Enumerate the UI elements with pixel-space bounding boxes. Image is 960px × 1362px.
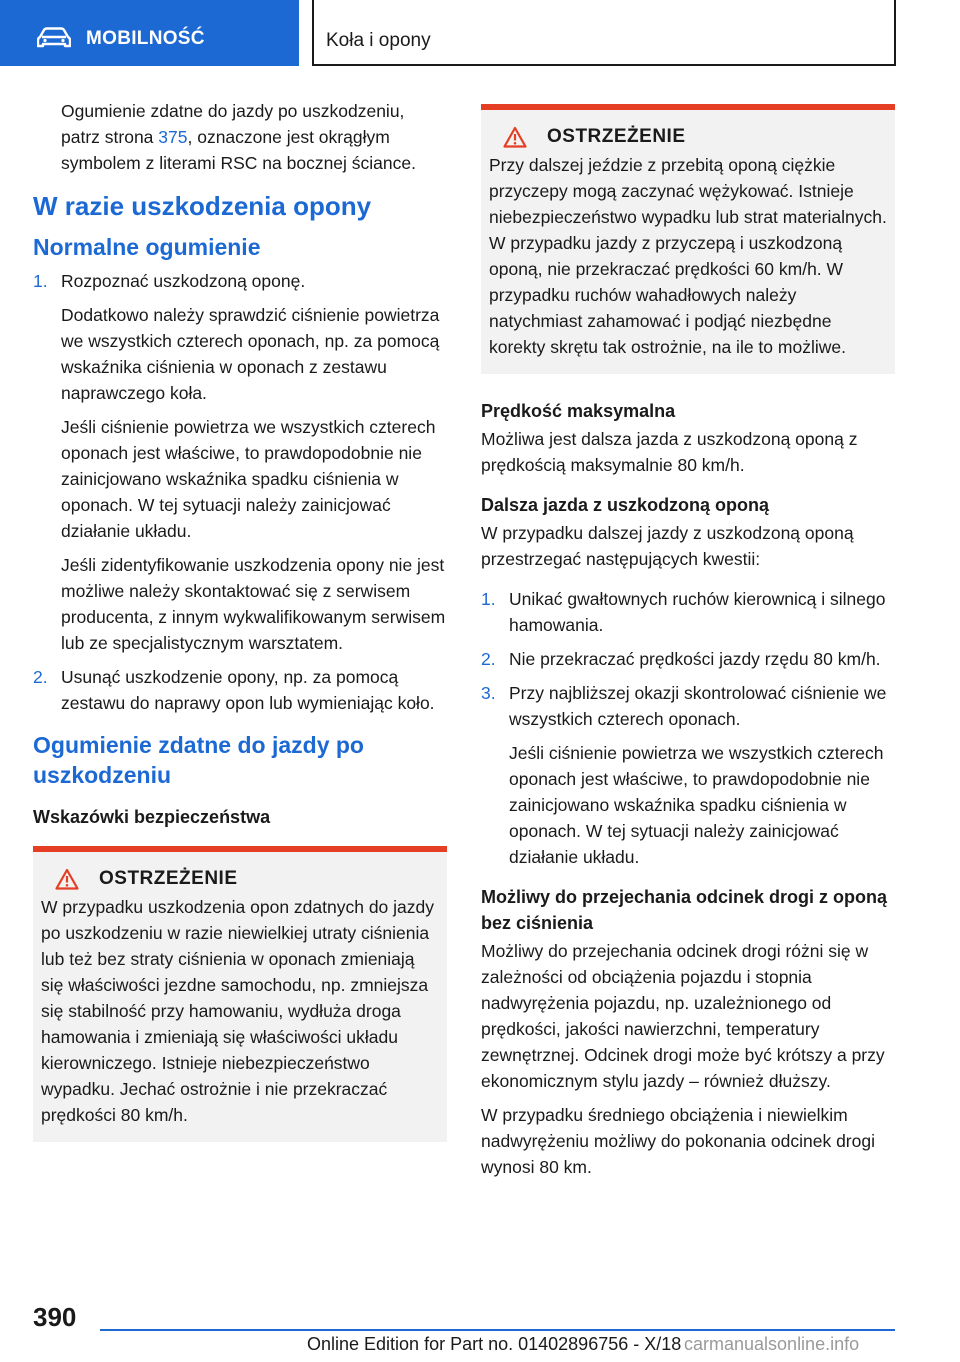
warning-box bbox=[481, 104, 895, 374]
normal-tires-steps bbox=[33, 268, 447, 716]
intro-paragraph: Ogumienie zdatne do jazdy po uszkodzeniu, patrz strona 375, oznaczone jest okrągłym symbolem z literami RSC na bocznej ściance. bbox=[61, 101, 416, 173]
step-number: 1. bbox=[481, 589, 496, 609]
warning-box bbox=[33, 846, 447, 1142]
heading-tire-damage: W razie uszkodzenia opony bbox=[33, 191, 372, 221]
continue-driving-steps bbox=[481, 586, 895, 870]
step-number: 2. bbox=[33, 667, 48, 687]
page-link-375[interactable]: 375 bbox=[158, 127, 188, 147]
heading-safety-notes: Wskazówki bezpieczeństwa bbox=[33, 807, 271, 827]
step-text: Jeśli zidentyfikowanie uszkodzenia opony nie jest możliwe należy skontaktować się z serwisem producenta, z innym wykwalifikowanym serwisem lub ze specjalistycznym warsztatem. bbox=[61, 555, 446, 653]
list-item bbox=[481, 680, 895, 870]
list-item bbox=[481, 646, 895, 672]
step-text: Jeśli ciśnienie powietrza we wszystkich czterech oponach jest właściwe, to prawdopodobnie nie zainicjowano wskaźnika spadku ciśnienia w oponach. W tej sytuacji należy zainicjować działanie układu. bbox=[509, 743, 884, 867]
step-text: Usunąć uszkodzenie opony, np. za pomocą zestawu do naprawy opon lub wymieniając koło. bbox=[61, 667, 435, 713]
step-text: Jeśli ciśnienie powietrza we wszystkich czterech oponach jest właściwe, to prawdopodobnie nie zainicjowano wskaźnika spadku ciśnienia w oponach. W tej sytuacji należy zainicjować działanie układu. bbox=[61, 417, 436, 541]
distance-text: W przypadku średniego obciążenia i niewielkim nadwyrężeniu możliwy do pokonania odcinek drogi wynosi 80 km. bbox=[481, 1105, 875, 1177]
max-speed-text: Możliwa jest dalsza jazda z uszkodzoną oponą z prędkością maksymalnie 80 km/h. bbox=[481, 429, 858, 475]
warning-title: OSTRZEŻENIE bbox=[99, 868, 238, 889]
right-column bbox=[481, 104, 895, 1188]
step-number: 2. bbox=[481, 649, 496, 669]
list-item bbox=[33, 268, 447, 656]
footer-watermark: carmanualsonline.info bbox=[684, 1334, 860, 1354]
heading-distance: Możliwy do przejechania odcinek drogi z oponą bez ciśnienia bbox=[481, 887, 888, 933]
warning-title: OSTRZEŻENIE bbox=[547, 126, 686, 147]
warning-triangle-icon bbox=[503, 126, 527, 148]
step-text: Unikać gwałtownych ruchów kierownicą i silnego hamowania. bbox=[509, 589, 886, 635]
section-title: MOBILNOŚĆ bbox=[86, 28, 205, 49]
left-column bbox=[33, 98, 447, 1142]
warning-triangle-icon bbox=[55, 868, 79, 890]
heading-normal-tires: Normalne ogumienie bbox=[33, 234, 261, 260]
step-text: Nie przekraczać prędkości jazdy rzędu 80 km/h. bbox=[509, 649, 881, 669]
distance-text: Możliwy do przejechania odcinek drogi różni się w zależności od obciążenia pojazdu i stopnia nadwyrężenia pojazdu, np. uzależnionego od prędkości, jakości nawierzchni, temperatury zewnętrznej. Odcinek drogi może być krótszy a przy ekonomicznym stylu jazdy – również dłuższy. bbox=[481, 941, 885, 1091]
step-text: Rozpoznać uszkodzoną oponę. bbox=[61, 271, 306, 291]
footer-edition: Online Edition for Part no. 01402896756 - X/18 bbox=[307, 1334, 682, 1354]
chapter-header bbox=[312, 0, 896, 66]
footer-divider bbox=[100, 1329, 895, 1331]
warning-text: W przypadku uszkodzenia opon zdatnych do jazdy po uszkodzeniu w razie niewielkiej utraty ciśnienia lub też bez straty ciśnienia w oponach zmieniają się właściwości jezdne samochodu, np. zmniejsza się stabilność przy hamowaniu, wydłuża droga hamowania i zmieniają się właściwości układu kierowniczego. Istnieje niebezpieczeństwo wypadku. Jechać ostrożnie i nie przekraczać prędkości 80 km/h. bbox=[41, 897, 435, 1125]
step-text: Przy najbliższej okazji skontrolować ciśnienie we wszystkich czterech oponach. bbox=[509, 683, 887, 729]
continue-driving-text: W przypadku dalszej jazdy z uszkodzoną oponą przestrzegać następujących kwestii: bbox=[481, 523, 854, 569]
step-number: 3. bbox=[481, 683, 496, 703]
section-tab bbox=[0, 0, 299, 66]
car-icon bbox=[37, 27, 71, 49]
heading-run-flat: Ogumienie zdatne do jazdy po uszkodzeniu bbox=[33, 732, 364, 788]
heading-max-speed: Prędkość maksymalna bbox=[481, 401, 676, 421]
list-item bbox=[33, 664, 447, 716]
list-item bbox=[481, 586, 895, 638]
step-number: 1. bbox=[33, 271, 48, 291]
step-text: Dodatkowo należy sprawdzić ciśnienie powietrza we wszystkich czterech oponach, np. za pomocą wskaźnika ciśnienia w oponach z zestawu naprawczego koła. bbox=[61, 305, 440, 403]
chapter-title: Koła i opony bbox=[326, 30, 431, 51]
warning-text: Przy dalszej jeździe z przebitą oponą ciężkie przyczepy mogą zaczynać wężykować. Istnieje niebezpieczeństwo wypadku lub strat materialnych. W przypadku jazdy z przyczepą i uszkodzoną oponą, nie przekraczać prędkości 60 km/h. W przypadku ruchów wahadłowych należy natychmiast zahamować i podjąć niezbędne korekty skrętu tak ostrożnie, na ile to możliwe. bbox=[489, 155, 887, 357]
heading-continue-driving: Dalsza jazda z uszkodzoną oponą bbox=[481, 495, 770, 515]
page-number: 390 bbox=[33, 1302, 77, 1332]
